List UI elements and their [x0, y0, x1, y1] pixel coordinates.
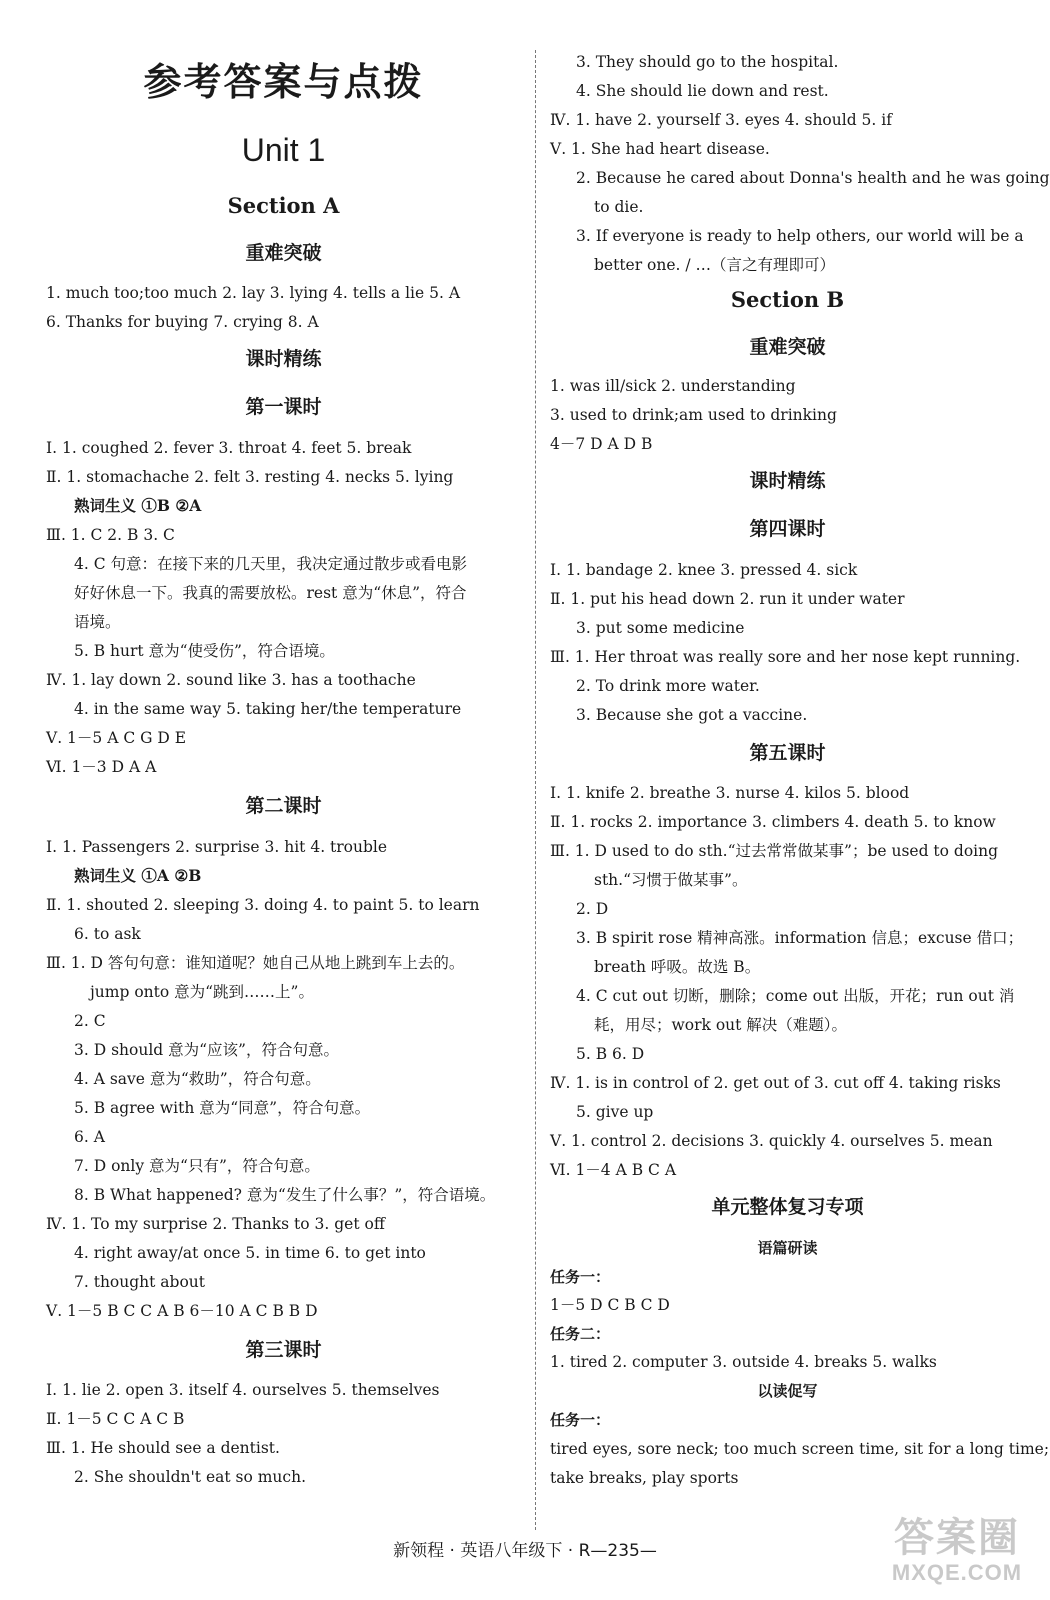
answer-line: Ⅴ. 1－5 B C C A B 6－10 A C B B D — [46, 1302, 318, 1320]
answer-line: 语境。 — [74, 613, 121, 631]
answer-line: tired eyes, sore neck; too much screen time, sit for a long time; — [550, 1440, 1050, 1458]
unit-heading: Unit 1 — [241, 132, 326, 168]
answer-line: Ⅵ. 1－3 D A A — [46, 758, 157, 776]
watermark-top: 答案圈 — [894, 1516, 1020, 1560]
answer-line: 4. right away/at once 5. in time 6. to get into — [74, 1244, 426, 1262]
watermark-logo — [882, 1516, 1032, 1586]
answer-line: 熟词生义 ①A ②B — [74, 866, 202, 885]
answer-line: 5. B agree with 意为“同意”，符合句意。 — [74, 1099, 371, 1117]
answer-line: 耗，用尽；work out 解决（难题）。 — [594, 1016, 848, 1034]
ks-heading-b: 课时精练 — [749, 470, 826, 492]
answer-line: Ⅳ. 1. have 2. yourself 3. eyes 4. should 5. if — [550, 111, 892, 129]
answer-line: Ⅰ. 1. bandage 2. knee 3. pressed 4. sick — [550, 561, 858, 579]
answer-line: 3. They should go to the hospital. — [576, 53, 839, 71]
watermark-bottom: MXQE.COM — [891, 1560, 1023, 1585]
answer-line: take breaks, play sports — [550, 1469, 739, 1487]
column-divider — [535, 50, 536, 1530]
answer-line: Ⅰ. 1. knife 2. breathe 3. nurse 4. kilos 5. blood — [550, 784, 910, 802]
task-label: 任务二： — [550, 1325, 611, 1343]
answer-line: 熟词生义 ①B ②A — [74, 496, 202, 515]
answer-line: 7. D only 意为“只有”，符合句意。 — [74, 1157, 320, 1175]
answer-line: Ⅱ. 1. shouted 2. sleeping 3. doing 4. to paint 5. to learn — [46, 896, 480, 914]
answer-line: Ⅴ. 1. She had heart disease. — [550, 140, 770, 158]
section-b-heading: Section B — [730, 287, 845, 312]
answer-line: Ⅳ. 1. is in control of 2. get out of 3. cut off 4. taking risks — [550, 1074, 1001, 1092]
answer-line: Ⅱ. 1－5 C C A C B — [46, 1410, 185, 1428]
answer-line: Ⅱ. 1. stomachache 2. felt 3. resting 4. necks 5. lying — [46, 468, 454, 486]
answer-line: Ⅰ. 1. lie 2. open 3. itself 4. ourselves 5. themselves — [46, 1381, 440, 1399]
answer-line: 4－7 D A D B — [550, 435, 653, 453]
answer-line: Ⅲ. 1. D 答句句意：谁知道呢？她自己从地上跳到车上去的。 — [46, 954, 465, 972]
answer-line: 5. B 6. D — [576, 1045, 645, 1063]
lesson4-heading: 第四课时 — [749, 518, 826, 540]
answer-line: 2. She shouldn't eat so much. — [74, 1468, 307, 1486]
answer-line: sth.“习惯于做某事”。 — [594, 871, 748, 889]
section-a-heading: Section A — [227, 193, 340, 218]
answer-line: 3. D should 意为“应该”，符合句意。 — [74, 1041, 339, 1059]
answer-line: 2. To drink more water. — [576, 677, 760, 695]
answer-line: Ⅴ. 1. control 2. decisions 3. quickly 4. ourselves 5. mean — [550, 1132, 993, 1150]
answer-line: Ⅱ. 1. put his head down 2. run it under water — [550, 590, 905, 608]
answer-line: 3. used to drink;am used to drinking — [550, 406, 837, 424]
page-footer: 新领程 · 英语八年级下 · R—235— — [393, 1541, 657, 1561]
lesson2-heading: 第二课时 — [245, 795, 322, 817]
answer-line: 好好休息一下。我真的需要放松。rest 意为“休息”，符合 — [74, 584, 467, 602]
answer-line: Ⅰ. 1. coughed 2. fever 3. throat 4. feet 5. break — [46, 439, 412, 457]
answer-line: 4. She should lie down and rest. — [576, 82, 829, 100]
answer-line: Ⅱ. 1. rocks 2. importance 3. climbers 4. death 5. to know — [550, 813, 996, 831]
answer-line: Ⅴ. 1－5 A C G D E — [46, 729, 187, 747]
answer-line: 2. Because he cared about Donna's health and he was going — [576, 169, 1050, 187]
answer-line: 3. B spirit rose 精神高涨。information 信息；excuse 借口； — [576, 929, 1024, 947]
lesson3-heading: 第三课时 — [245, 1339, 322, 1361]
answer-line: to die. — [594, 198, 644, 216]
answer-line: 4. C 句意：在接下来的几天里，我决定通过散步或看电影 — [74, 555, 468, 573]
answer-line: Ⅳ. 1. To my surprise 2. Thanks to 3. get off — [46, 1215, 385, 1233]
answer-line: 2. C — [74, 1012, 106, 1030]
task-label: 任务一： — [550, 1411, 611, 1429]
task-label: 任务一： — [550, 1268, 611, 1286]
answer-line: 2. D — [576, 900, 609, 918]
answer-line: jump onto 意为“跳到……上”。 — [90, 983, 314, 1001]
answer-line: 1－5 D C B C D — [550, 1296, 670, 1314]
answer-line: Ⅰ. 1. Passengers 2. surprise 3. hit 4. trouble — [46, 838, 388, 856]
answer-line: 1. was ill/sick 2. understanding — [550, 377, 796, 395]
answer-line: 5. B hurt 意为“使受伤”，符合语境。 — [74, 642, 335, 660]
answer-line: 6. Thanks for buying 7. crying 8. A — [46, 313, 319, 331]
answer-line: 4. A save 意为“救助”，符合句意。 — [74, 1070, 321, 1088]
zn-heading-a: 重难突破 — [245, 242, 322, 264]
answer-line: breath 呼吸。故选 B。 — [594, 958, 761, 976]
answer-line: 4. C cut out 切断，删除；come out 出版，开花；run out 消 — [576, 987, 1015, 1005]
answer-line: Ⅲ. 1. He should see a dentist. — [46, 1439, 280, 1457]
answer-line: Ⅲ. 1. Her throat was really sore and her nose kept running. — [550, 648, 1021, 666]
answer-line: Ⅲ. 1. D used to do sth.“过去常常做某事”；be used to doing — [550, 842, 999, 860]
ks-heading-a: 课时精练 — [245, 348, 322, 370]
answer-line: 3. If everyone is ready to help others, our world will be a — [576, 227, 1024, 245]
answer-line: 3. Because she got a vaccine. — [576, 706, 808, 724]
answer-line: 1. much too;too much 2. lay 3. lying 4. tells a lie 5. A — [46, 284, 461, 302]
answer-line: better one. / …（言之有理即可） — [594, 256, 836, 274]
answer-line: Ⅳ. 1. lay down 2. sound like 3. has a toothache — [46, 671, 416, 689]
answer-line: 6. to ask — [74, 925, 141, 943]
page-title: 参考答案与点拨 — [143, 60, 424, 104]
lesson5-heading: 第五课时 — [749, 742, 826, 764]
answer-line: Ⅲ. 1. C 2. B 3. C — [46, 526, 175, 544]
answer-line: 5. give up — [576, 1103, 654, 1121]
answer-line: 6. A — [74, 1128, 105, 1146]
answer-line: 7. thought about — [74, 1273, 206, 1291]
answer-line: 4. in the same way 5. taking her/the temperature — [74, 700, 462, 718]
writing-heading: 以读促写 — [757, 1382, 818, 1400]
review-heading: 单元整体复习专项 — [711, 1196, 864, 1218]
answer-line: 3. put some medicine — [576, 619, 745, 637]
answer-line: Ⅵ. 1－4 A B C A — [550, 1161, 677, 1179]
answer-line: 1. tired 2. computer 3. outside 4. breaks 5. walks — [550, 1353, 937, 1371]
zn-heading-b: 重难突破 — [749, 336, 826, 358]
answer-line: 8. B What happened? 意为“发生了什么事？”，符合语境。 — [74, 1186, 496, 1204]
reading-heading: 语篇研读 — [757, 1239, 818, 1257]
lesson1-heading: 第一课时 — [245, 396, 322, 418]
